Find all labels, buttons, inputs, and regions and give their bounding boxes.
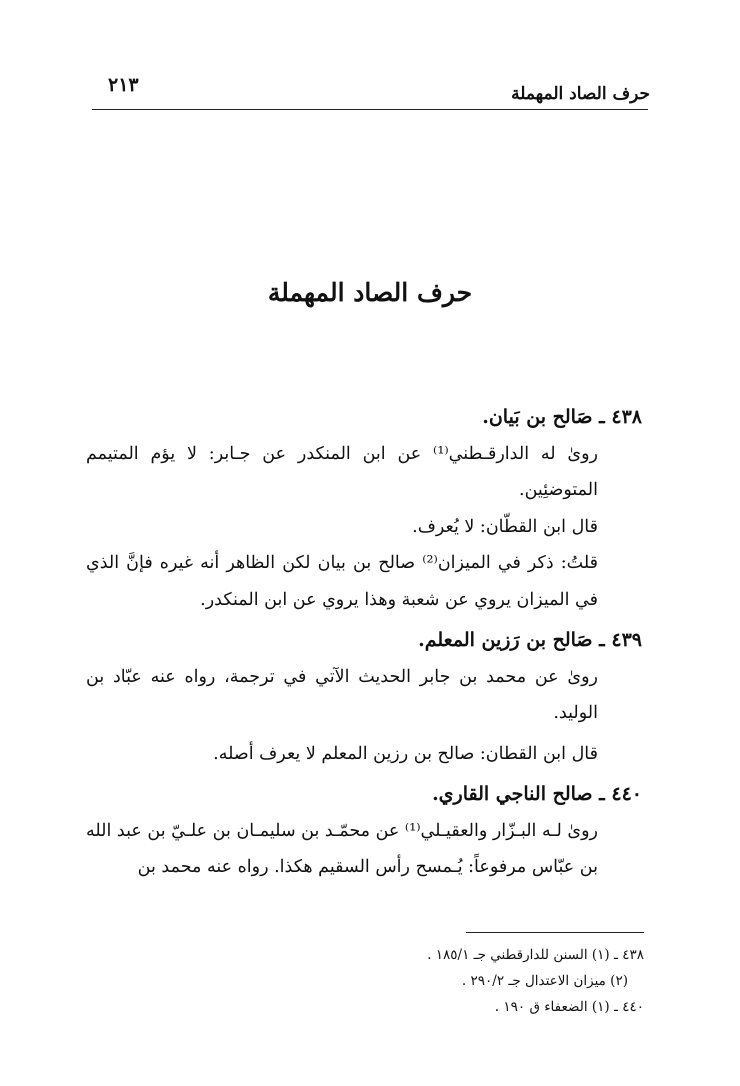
footnote-rule <box>466 932 644 933</box>
entry-heading-440: ٤٤٠ ـ صالح الناجي القاري. <box>432 783 642 805</box>
footnote-item: (٢) ميزان الاعتدال جـ ٢٩٠/٢ . <box>461 973 628 989</box>
entry-heading-439: ٤٣٩ ـ صَالح بن رَزين المعلم. <box>418 629 642 651</box>
running-header-title: حرف الصاد المهملة <box>511 84 650 104</box>
entry-paragraph: روىٰ له الدارقـطني⁽¹⁾ عن ابن المنكدر عن جـابر: لا يؤم المتيمم المتوضئِين. <box>86 443 598 500</box>
entry-paragraph: روىٰ لـه البـزّار والعقيـلي⁽¹⁾ عن محمّـد بن سليمـان بن علـيّ بن عبد الله بن عبّاس مرفوعاً: يُـمسح رأس السقيم هكذا. رواه عنه محمد بن <box>86 820 598 877</box>
main-text <box>86 395 642 886</box>
chapter-title: حرف الصاد المهملة <box>267 278 473 307</box>
entry-paragraph: قال ابن القطّان: لا يُعرف. <box>412 516 598 537</box>
footnote-item: ٤٣٨ ـ (١) السنن للدارقطني جـ ١٨٥/١ . <box>427 947 644 963</box>
entry-paragraph: روىٰ عن محمد بن جابر الحديث الآتي في ترجمة، رواه عنه عبّاد بن الوليد. <box>86 666 598 723</box>
entry-heading-438: ٤٣٨ ـ صَالح بن بَيان. <box>482 406 642 428</box>
footnote-item: ٤٤٠ ـ (١) الضعفاء ق ١٩٠ . <box>494 999 644 1015</box>
page-number: ٢١٣ <box>108 74 139 96</box>
entry-paragraph: قال ابن القطان: صالح بن رزين المعلم لا يعرف أصله. <box>213 743 598 764</box>
header-rule <box>92 109 648 110</box>
entry-paragraph: قلتُ: ذكر في الميزان⁽²⁾ صالح بن بيان لكن الظاهر أنه غيره فإنَّ الذي في الميزان يروي عن شعبة وهذا يروي عن ابن المنكدر. <box>86 553 599 610</box>
footnotes <box>300 942 644 1020</box>
